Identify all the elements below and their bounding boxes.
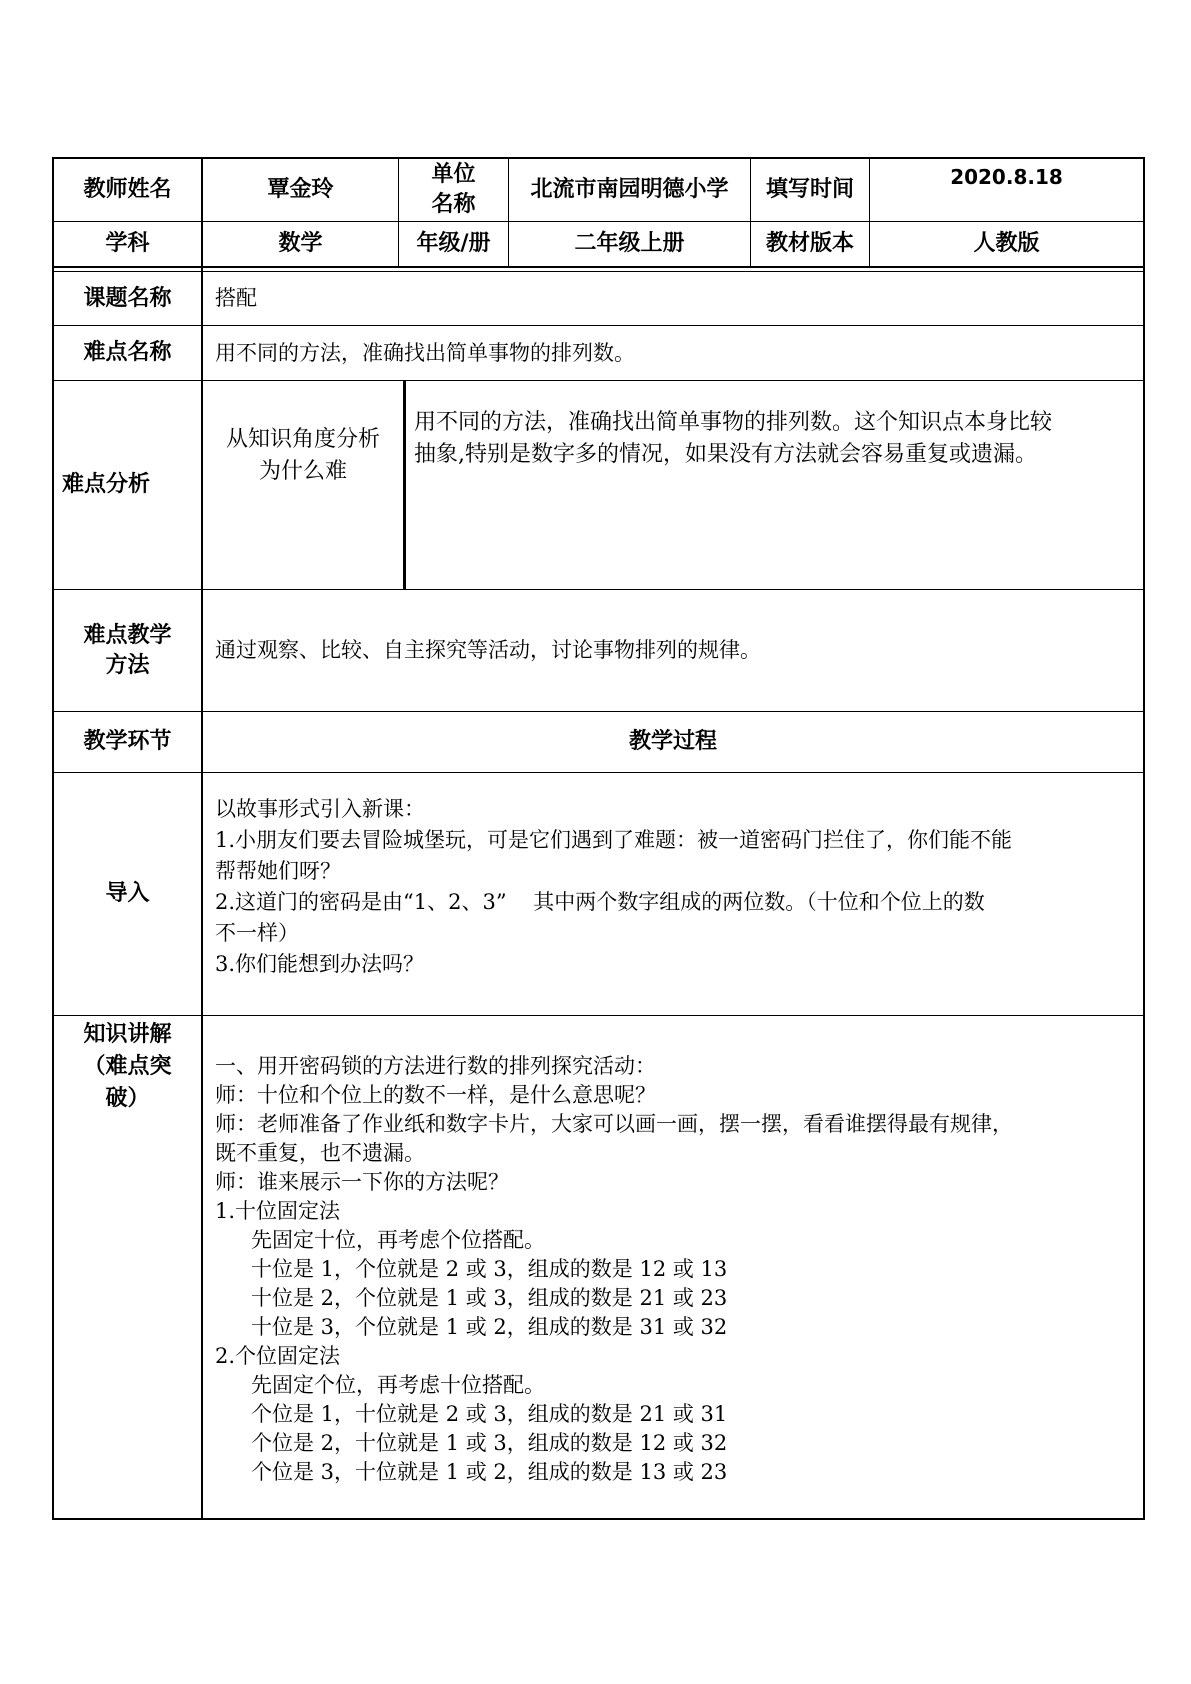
unit-label-line-2: 名称 bbox=[431, 192, 476, 217]
method-label bbox=[54, 590, 201, 711]
ones-fixed-line: 个位是 2，十位就是 1 或 3，组成的数是 12 或 32 bbox=[251, 1431, 728, 1455]
lecture-line: 师：谁来展示一下你的方法呢？ bbox=[215, 1170, 509, 1194]
ones-fixed-line: 先固定个位，再考虑十位搭配。 bbox=[251, 1373, 545, 1397]
topic-label: 课题名称 bbox=[83, 285, 172, 311]
lecture-line: 师：十位和个位上的数不一样，是什么意思呢？ bbox=[215, 1083, 656, 1107]
teaching-process-label: 教学过程 bbox=[628, 729, 717, 754]
ones-fixed-line: 个位是 1，十位就是 2 或 3，组成的数是 21 或 31 bbox=[251, 1402, 728, 1426]
intro-label: 导入 bbox=[105, 881, 150, 906]
lecture-text bbox=[215, 1052, 1140, 1487]
unit-label-line-1: 单位 bbox=[431, 162, 476, 187]
analysis-sub-label-line-2: 为什么难 bbox=[258, 459, 347, 484]
row-divider bbox=[52, 772, 1145, 773]
analysis-label: 难点分析 bbox=[62, 472, 151, 497]
lecture-line: 师：老师准备了作业纸和数字卡片，大家可以画一画，摆一摆，看看谁摆得最有规律， bbox=[215, 1112, 1013, 1136]
table-border-bottom bbox=[52, 1518, 1145, 1520]
edition-value: 人教版 bbox=[973, 231, 1040, 256]
method-label-line-1: 难点教学 bbox=[83, 622, 172, 648]
intro-line: 以故事形式引入新课： bbox=[215, 797, 425, 821]
lecture-label-line: （难点突 bbox=[83, 1054, 172, 1079]
row-divider bbox=[52, 266, 1145, 268]
edition-label: 教材版本 bbox=[765, 231, 854, 256]
intro-text bbox=[215, 794, 1140, 980]
lecture-line: 既不重复，也不遗漏。 bbox=[215, 1141, 425, 1165]
ten-fixed-line: 十位是 1，个位就是 2 或 3，组成的数是 12 或 13 bbox=[251, 1257, 728, 1281]
analysis-line: 抽象,特别是数字多的情况，如果没有方法就会容易重复或遗漏。 bbox=[414, 442, 1037, 467]
intro-line: 3.你们能想到办法吗？ bbox=[215, 952, 425, 976]
ten-fixed-line: 十位是 3，个位就是 1 或 2，组成的数是 31 或 32 bbox=[251, 1315, 728, 1339]
grade-value: 二年级上册 bbox=[574, 231, 685, 256]
lecture-label bbox=[54, 1019, 201, 1115]
unit-name-value: 北流市南园明德小学 bbox=[530, 177, 729, 202]
table-border-right bbox=[1143, 157, 1145, 1520]
lecture-label-line: 破） bbox=[105, 1086, 150, 1111]
unit-name-label bbox=[399, 159, 508, 221]
method-label-line-2: 方法 bbox=[105, 652, 150, 678]
difficulty-value: 用不同的方法，准确找出简单事物的排列数。 bbox=[215, 340, 635, 365]
intro-line: 帮帮她们呀？ bbox=[215, 859, 341, 883]
analysis-sub-label-line-1: 从知识角度分析 bbox=[225, 427, 380, 452]
teacher-name-label: 教师姓名 bbox=[83, 177, 172, 202]
teaching-stage-label: 教学环节 bbox=[83, 729, 172, 754]
analysis-sub-label bbox=[203, 381, 403, 531]
analysis-line: 用不同的方法，准确找出简单事物的排列数。这个知识点本身比较 bbox=[414, 410, 1053, 435]
intro-line: 不一样） bbox=[215, 921, 299, 945]
subject-value: 数学 bbox=[278, 231, 323, 256]
subject-label: 学科 bbox=[105, 231, 150, 256]
method-value: 通过观察、比较、自主探究等活动，讨论事物排列的规律。 bbox=[215, 638, 761, 662]
topic-value: 搭配 bbox=[215, 286, 257, 310]
column-divider-bold bbox=[403, 380, 406, 589]
lecture-line: 一、用开密码锁的方法进行数的排列探究活动： bbox=[215, 1054, 656, 1078]
teacher-name-value: 覃金玲 bbox=[267, 177, 334, 202]
grade-label: 年级/册 bbox=[416, 231, 491, 256]
row-divider bbox=[52, 1015, 1145, 1016]
ten-fixed-line: 十位是 2，个位就是 1 或 3，组成的数是 21 或 23 bbox=[251, 1286, 728, 1310]
fill-date-label: 填写时间 bbox=[765, 177, 854, 202]
intro-line: 2.这道门的密码是由“1、2、3” 其中两个数字组成的两位数。（十位和个位上的数 bbox=[215, 890, 985, 914]
difficulty-label: 难点名称 bbox=[83, 340, 172, 365]
analysis-text bbox=[414, 407, 1139, 471]
ten-fixed-line: 先固定十位，再考虑个位搭配。 bbox=[251, 1228, 545, 1252]
fill-date-value: 2020.8.18 bbox=[950, 165, 1063, 189]
intro-line: 1.小朋友们要去冒险城堡玩，可是它们遇到了难题：被一道密码门拦住了，你们能不能 bbox=[215, 828, 1013, 852]
ones-fixed-line: 个位是 3，十位就是 1 或 2，组成的数是 13 或 23 bbox=[251, 1460, 728, 1484]
lecture-line: 1.十位固定法 bbox=[215, 1199, 341, 1223]
lecture-label-line: 知识讲解 bbox=[83, 1022, 172, 1047]
ones-fixed-title: 2.个位固定法 bbox=[215, 1344, 341, 1368]
